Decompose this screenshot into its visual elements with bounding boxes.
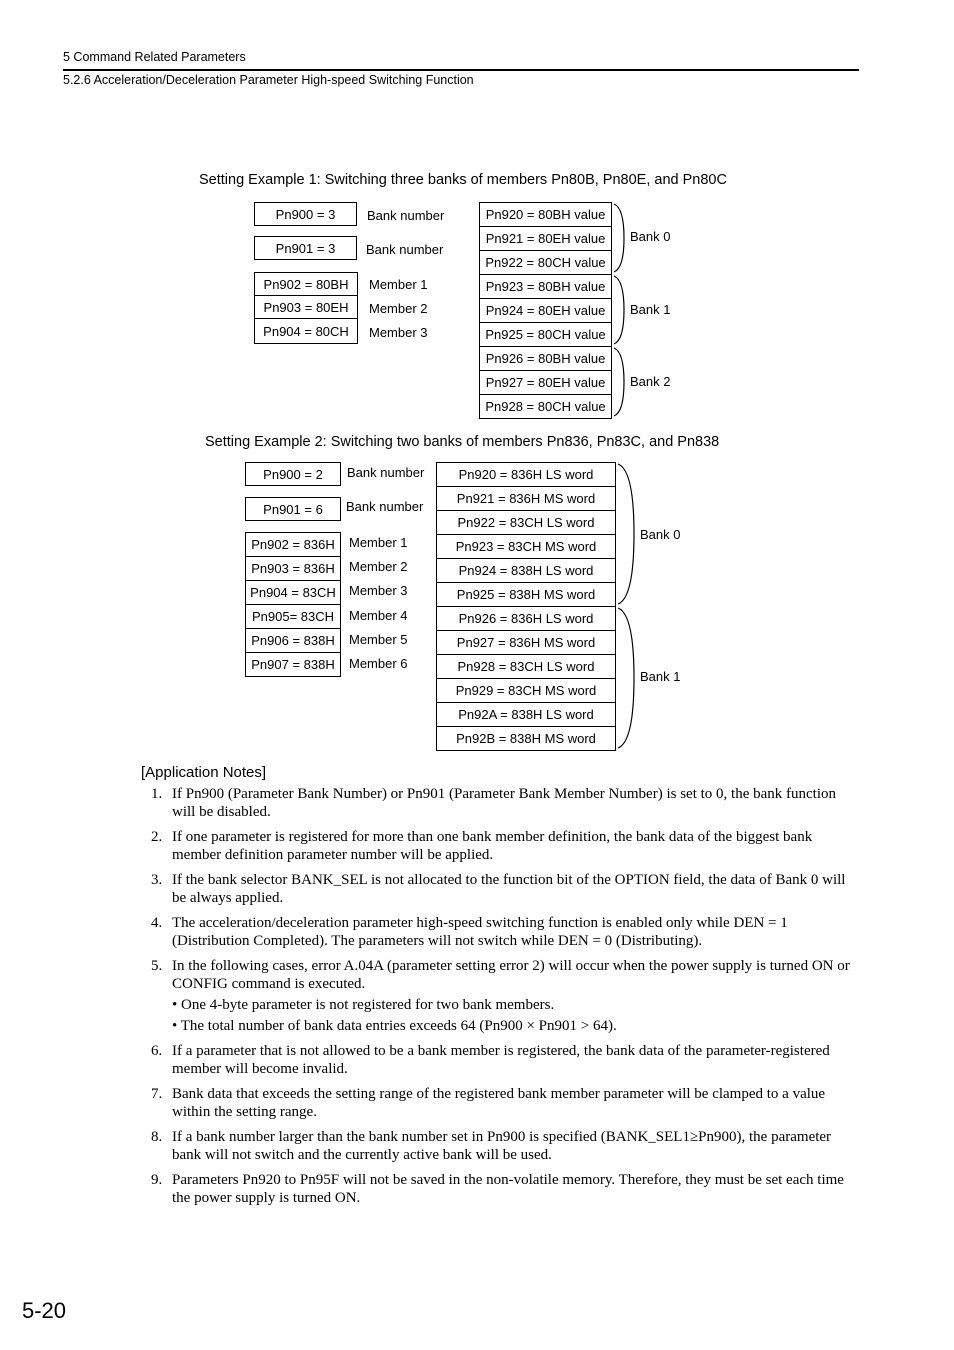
note-item — [141, 872, 859, 907]
example1-member-label: Member 1 — [369, 277, 428, 292]
note-item — [141, 1043, 859, 1078]
note-item — [141, 1172, 859, 1207]
example2-bank-data-cell: Pn923 = 83CH MS word — [437, 535, 615, 559]
note-number: 3. — [151, 872, 163, 888]
example2-member-label: Member 2 — [349, 559, 408, 574]
header-rule — [63, 69, 859, 71]
example2-member-label: Member 6 — [349, 656, 408, 671]
example2-title: Setting Example 2: Switching two banks of members Pn836, Pn83C, and Pn838 — [205, 434, 720, 450]
example2-bank-label: Bank 1 — [640, 669, 681, 684]
bank0-brace — [614, 204, 624, 272]
example1-bank-label: Bank 1 — [630, 302, 671, 317]
example2-pn900-label: Bank number — [347, 465, 425, 480]
example2-member-cell: Pn905= 83CH — [246, 605, 340, 629]
example2-bank-data-cell: Pn926 = 836H LS word — [437, 607, 615, 631]
example1-bank-data-table — [479, 202, 612, 419]
example1-bank-data-cell: Pn925 = 80CH value — [480, 323, 611, 347]
note-number: 6. — [151, 1043, 163, 1059]
example1-member-label: Member 3 — [369, 325, 428, 340]
note-number: 4. — [151, 915, 163, 931]
example2-bank-data-cell: Pn929 = 83CH MS word — [437, 679, 615, 703]
example2-member-label: Member 1 — [349, 535, 408, 550]
note-number: 7. — [151, 1086, 163, 1102]
note-item — [141, 1086, 859, 1121]
example1-member-cell: Pn904 = 80CH — [263, 323, 349, 339]
example1-bank-data-cell: Pn923 = 80BH value — [480, 275, 611, 299]
example2-bank-braces — [616, 462, 640, 752]
example2-bank-data-cell: Pn928 = 83CH LS word — [437, 655, 615, 679]
note-text: If Pn900 (Parameter Bank Number) or Pn901 (Parameter Bank Member Number) is set to 0, the bank function will be disabled. — [172, 786, 836, 820]
application-notes-list — [141, 786, 859, 1215]
example1-pn900-label: Bank number — [367, 208, 445, 223]
note-text: The acceleration/deceleration parameter high-speed switching function is enabled only while DEN = 1 (Distribution Completed). The parameters will not switch while DEN = 0 (Distributing). — [172, 915, 788, 949]
example2-bank-data-cell: Pn92A = 838H LS word — [437, 703, 615, 727]
example2-member-cell: Pn903 = 836H — [246, 557, 340, 581]
example1-bank-data-cell: Pn928 = 80CH value — [485, 399, 606, 414]
example1-bank-braces — [612, 202, 632, 418]
example1-member-label: Member 2 — [369, 301, 428, 316]
example1-bank-data-cell: Pn920 = 80BH value — [480, 203, 611, 227]
note-text: If the bank selector BANK_SEL is not allocated to the function bit of the OPTION field, the data of Bank 0 will be always applied. — [172, 872, 846, 906]
example2-bank-data-cell: Pn927 = 836H MS word — [437, 631, 615, 655]
example1-pn901-box: Pn901 = 3 — [254, 236, 357, 260]
example2-member-label: Member 5 — [349, 632, 408, 647]
example2-bank-data-cell: Pn925 = 838H MS word — [437, 583, 615, 607]
example1-member-cell: Pn903 = 80EH — [255, 296, 357, 319]
example2-pn901-label: Bank number — [346, 499, 424, 514]
example2-bank-data-cell: Pn92B = 838H MS word — [456, 731, 596, 746]
example2-member-cell: Pn906 = 838H — [246, 629, 340, 653]
example1-member-table — [254, 272, 358, 344]
chapter-header: 5 Command Related Parameters — [63, 50, 246, 64]
note-item — [141, 829, 859, 864]
note-bullet: • One 4-byte parameter is not registered for two bank members. — [172, 997, 555, 1013]
note-number: 9. — [151, 1172, 163, 1188]
note-bullets — [172, 997, 859, 1035]
page-number: 5-20 — [22, 1298, 67, 1323]
example2-bank-data-cell: Pn922 = 83CH LS word — [437, 511, 615, 535]
example2-bank-data-cell: Pn924 = 838H LS word — [437, 559, 615, 583]
note-item — [141, 1129, 859, 1164]
example1-bank-data-cell: Pn922 = 80CH value — [480, 251, 611, 275]
example2-pn901-box: Pn901 = 6 — [245, 497, 341, 521]
example1-title: Setting Example 1: Switching three banks of members Pn80B, Pn80E, and Pn80C — [199, 172, 727, 188]
application-notes-heading: [Application Notes] — [141, 764, 267, 781]
note-item — [141, 915, 859, 950]
note-text: If one parameter is registered for more than one bank member definition, the bank data of the biggest bank member definition parameter number will be applied. — [172, 829, 813, 863]
example2-member-cell: Pn907 = 838H — [251, 657, 335, 672]
note-number: 2. — [151, 829, 163, 845]
example1-bank-data-cell: Pn926 = 80BH value — [480, 347, 611, 371]
note-text: Parameters Pn920 to Pn95F will not be saved in the non-volatile memory. Therefore, they must be set each time the power supply is turned ON. — [172, 1172, 844, 1206]
bank0-brace — [618, 464, 634, 604]
note-bullet: • The total number of bank data entries exceeds 64 (Pn900 × Pn901 > 64). — [172, 1017, 617, 1034]
example2-member-label: Member 4 — [349, 608, 408, 623]
example1-bank-label: Bank 2 — [630, 374, 671, 389]
example2-member-label: Member 3 — [349, 583, 408, 598]
bank2-brace — [614, 348, 624, 416]
example1-bank-data-cell: Pn921 = 80EH value — [480, 227, 611, 251]
example2-member-table — [245, 532, 341, 677]
example1-bank-data-cell: Pn924 = 80EH value — [480, 299, 611, 323]
note-text: In the following cases, error A.04A (parameter setting error 2) will occur when the power supply is turned ON or CONFIG command is executed. — [172, 958, 850, 992]
bank1-brace — [614, 276, 624, 344]
note-number: 8. — [151, 1129, 163, 1145]
example2-bank-data-cell: Pn921 = 836H MS word — [437, 487, 615, 511]
note-text: If a parameter that is not allowed to be a bank member is registered, the bank data of the parameter-registered member will become invalid. — [172, 1043, 830, 1077]
bank1-brace — [618, 608, 634, 748]
example2-member-cell: Pn904 = 83CH — [246, 581, 340, 605]
example1-member-cell: Pn902 = 80BH — [255, 273, 357, 296]
example2-pn900-box: Pn900 = 2 — [245, 462, 341, 486]
example1-bank-data-cell: Pn927 = 80EH value — [480, 371, 611, 395]
example1-bank-label: Bank 0 — [630, 229, 671, 244]
example2-bank-label: Bank 0 — [640, 527, 681, 542]
note-number: 1. — [151, 786, 163, 802]
example1-pn901-label: Bank number — [366, 242, 444, 257]
note-number: 5. — [151, 958, 163, 974]
example2-member-cell: Pn902 = 836H — [246, 533, 340, 557]
example2-bank-data-table — [436, 462, 616, 751]
note-item — [141, 958, 859, 1035]
example1-pn900-box: Pn900 = 3 — [254, 202, 357, 226]
note-item — [141, 786, 859, 821]
note-text: Bank data that exceeds the setting range of the registered bank member parameter will be clamped to a value within the setting range. — [172, 1086, 826, 1120]
example2-bank-data-cell: Pn920 = 836H LS word — [437, 463, 615, 487]
note-text: If a bank number larger than the bank number set in Pn900 is specified (BANK_SEL1≥Pn900), the parameter bank will not switch and the currently active bank will be used. — [172, 1129, 832, 1163]
section-header: 5.2.6 Acceleration/Deceleration Parameter High-speed Switching Function — [63, 73, 474, 87]
